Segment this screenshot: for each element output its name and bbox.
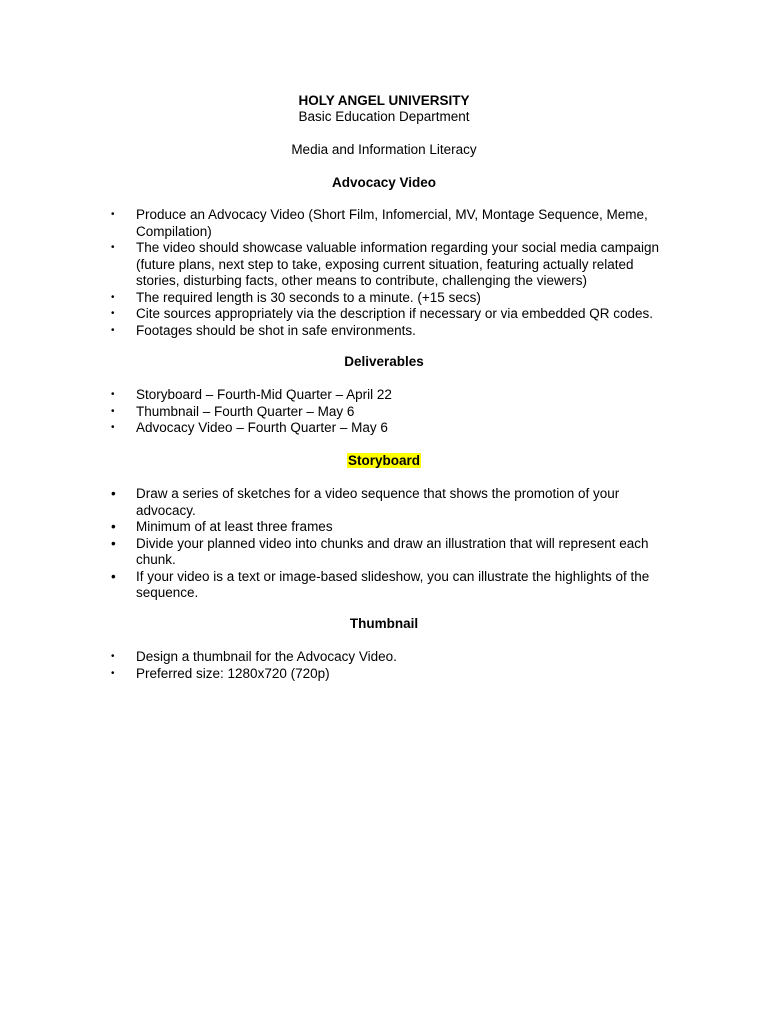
bullet-icon: • <box>111 422 115 433</box>
list-item: • Cite sources appropriately via the description if necessary or via embedded QR codes. <box>111 306 654 321</box>
bullet-icon: • <box>111 324 115 336</box>
list-item: • Advocacy Video – Fourth Quarter – May 6 <box>111 420 388 435</box>
advocacy-video-heading: Advocacy Video <box>331 175 437 190</box>
list-item: • Design a thumbnail for the Advocacy Video. <box>111 649 397 664</box>
storyboard-heading: Storyboard <box>347 453 420 468</box>
bullet-icon: • <box>111 389 115 400</box>
list-item: • If your video is a text or image-based slideshow, you can illustrate the highlights of the sequence. <box>111 568 650 600</box>
list-item: • Preferred size: 1280x720 (720p) <box>111 665 330 681</box>
deliverables-heading: Deliverables <box>344 354 424 369</box>
list-item: • Produce an Advocacy Video (Short Film, Infomercial, MV, Montage Sequence, Meme, Compilation) <box>111 207 648 239</box>
bullet-icon: • <box>111 486 116 501</box>
thumbnail-list <box>111 649 671 682</box>
list-item: • Storyboard – Fourth-Mid Quarter – April 22 <box>111 387 392 402</box>
bullet-icon: • <box>111 308 115 319</box>
bullet-icon: • <box>111 568 116 584</box>
bullet-icon: • <box>111 667 115 679</box>
list-item: • The required length is 30 seconds to a minute. (+15 secs) <box>111 289 481 305</box>
list-item: • Minimum of at least three frames <box>111 519 333 534</box>
list-item: • Divide your planned video into chunks and draw an illustration that will represent each chunk. <box>111 535 649 567</box>
storyboard-heading-wrap <box>0 453 768 470</box>
list-item: • Thumbnail – Fourth Quarter – May 6 <box>111 403 355 419</box>
bullet-icon: • <box>111 291 115 303</box>
university-title: HOLY ANGEL UNIVERSITY <box>298 93 470 108</box>
list-item: • Footages should be shot in safe environments. <box>111 322 416 338</box>
subject-title: Media and Information Literacy <box>291 142 477 157</box>
bullet-icon: • <box>111 242 115 253</box>
bullet-icon: • <box>111 405 115 417</box>
advocacy-video-list <box>111 207 671 339</box>
bullet-icon: • <box>111 651 115 662</box>
bullet-icon: • <box>111 535 116 551</box>
bullet-icon: • <box>111 519 116 534</box>
department-subtitle: Basic Education Department <box>298 109 470 124</box>
list-item: • Draw a series of sketches for a video sequence that shows the promotion of your advocacy. <box>111 486 620 518</box>
thumbnail-heading: Thumbnail <box>349 616 419 631</box>
deliverables-list <box>111 387 671 437</box>
list-item: • The video should showcase valuable information regarding your social media campaign (future plans, next step to take, exposing current situation, featuring actually related stories, disturbing facts, other means to contribute, challenging the viewers) <box>111 240 660 288</box>
bullet-icon: • <box>111 209 115 220</box>
storyboard-list <box>111 486 671 602</box>
